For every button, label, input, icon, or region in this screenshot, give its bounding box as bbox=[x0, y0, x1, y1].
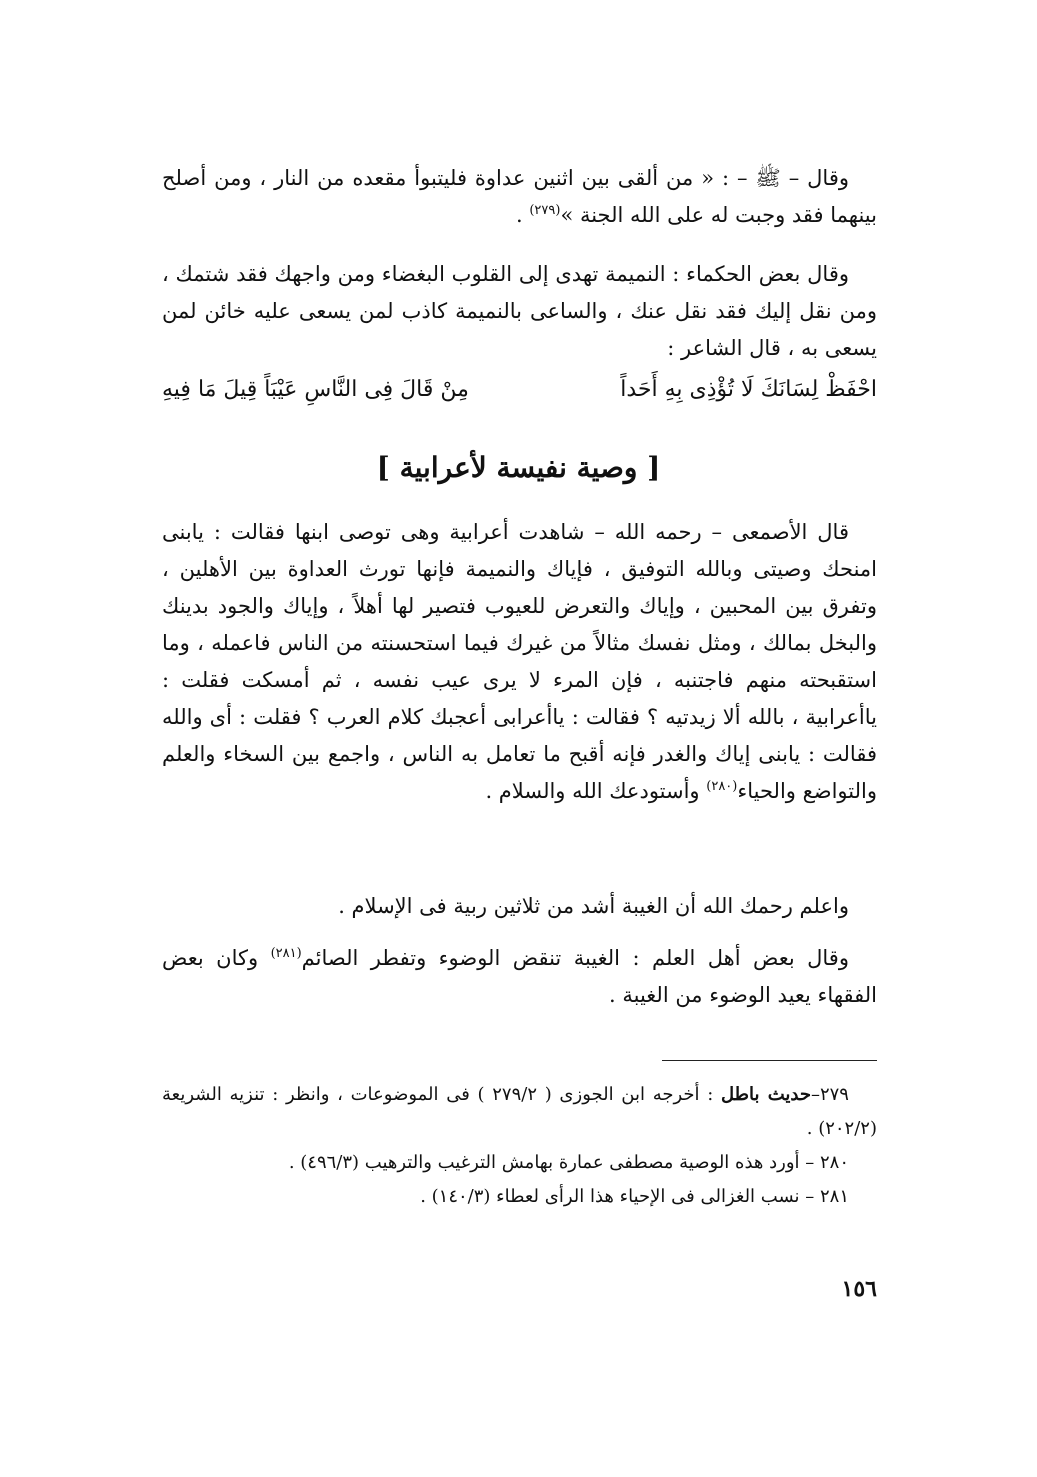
page-number: ١٥٦ bbox=[841, 1276, 877, 1302]
footnote-ref-279: (٢٧٩) bbox=[529, 203, 561, 218]
footnote-number: ٢٨٠ – bbox=[805, 1152, 849, 1173]
hadith-end: . bbox=[515, 203, 530, 227]
footnote-text: : أخرجه ابن الجوزى ( ٢٧٩/٢ ) فى الموضوعات ، وانظر : تنزيه الشريعة (٢٠٢/٢) . bbox=[162, 1084, 877, 1139]
advice-text: قال الأصمعى – رحمه الله – شاهدت أعرابية وهى توصى ابنها فقالت : يابنى امنحك وصيتى وبالله التوفيق ، فإياك والنميمة فإنها تورث العداوة بين الأهلين ، وتفرق بين المحبين ، وإياك والتعرض للعيوب فتصير لها أهلاً ، وإياك والجود بدينك والبخل بمالك ، ومثل نفسك مثالاً من غيرك فيما استحسنته من الناس فاعمله ، وما استقبحته منهم فاجتنبه ، فإن المرء لا يرى عيب نفسه ، ثم أمسكت فقلت : ياأعرابية ، بالله ألا زيدتيه ؟ فقالت : ياأعرابى أعجبك كلام العرب ؟ فقلت : أى والله فقالت : يابنى إياك والغدر فإنه أقبح ما تعامل به الناس ، واجمع بين السخاء والعلم والتواضع والحياء bbox=[162, 520, 877, 803]
poem-second-hemistich: مِنْ قَالَ فِى النَّاسِ عَيْبَاً قِيلَ مَا فِيهِ bbox=[162, 377, 469, 402]
gossip-text: واعلم رحمك الله أن الغيبة أشد من ثلاثين ربية فى الإسلام . bbox=[338, 894, 849, 918]
footnote-280 bbox=[162, 1146, 877, 1180]
footnotes-section bbox=[162, 1078, 877, 1214]
footnote-number: ٢٧٩– bbox=[810, 1084, 849, 1105]
scholars-text: وقال بعض أهل العلم : الغيبة تنقض الوضوء وتفطر الصائم bbox=[301, 946, 849, 970]
scholars-paragraph bbox=[162, 940, 877, 1014]
footnote-text: نسب الغزالى فى الإحياء هذا الرأى لعطاء (١٤٠/٣) . bbox=[420, 1186, 806, 1207]
footnote-ref-280: (٢٨٠) bbox=[706, 779, 738, 794]
wise-saying-text: وقال بعض الحكماء : النميمة تهدى إلى القلوب البغضاء ومن واجهك فقد شتمك ، ومن نقل إليك فقد نقل عنك ، والساعى بالنميمة كاذب لمن يسعى عليه خائن لمن يسعى به ، قال الشاعر : bbox=[162, 262, 877, 360]
bedouin-advice-paragraph bbox=[162, 514, 877, 810]
gossip-paragraph bbox=[162, 888, 877, 925]
footnote-text: أورد هذه الوصية مصطفى عمارة بهامش الترغيب والترهيب (٤٩٦/٣) . bbox=[288, 1152, 806, 1173]
hadith-text: وقال – ﷺ – : « من ألقى بين اثنين عداوة فليتبوأ مقعده من النار ، ومن أصلح بينهما فقد وجبت له على الله الجنة » bbox=[162, 166, 877, 227]
wise-saying-paragraph bbox=[162, 256, 877, 367]
footnote-281 bbox=[162, 1180, 877, 1214]
footnote-ref-281: (٢٨١) bbox=[270, 946, 302, 961]
footnote-divider bbox=[662, 1060, 877, 1061]
scholars-ending: وكان بعض الفقهاء يعيد الوضوء من الغيبة . bbox=[162, 946, 877, 1007]
footnote-label: حديث باطل bbox=[721, 1084, 811, 1105]
poem-first-hemistich: احْفَظْ لِسَانَكَ لَا تُؤْذِى بِهِ أَحَداً bbox=[620, 377, 877, 402]
footnote-279 bbox=[162, 1078, 877, 1146]
section-heading: [ وصية نفيسة لأعرابية ] bbox=[376, 451, 661, 484]
hadith-paragraph bbox=[162, 160, 877, 234]
poem-verse bbox=[162, 370, 877, 410]
footnote-number: ٢٨١ – bbox=[805, 1186, 849, 1207]
advice-ending: وأستودعك الله والسلام . bbox=[485, 779, 707, 803]
